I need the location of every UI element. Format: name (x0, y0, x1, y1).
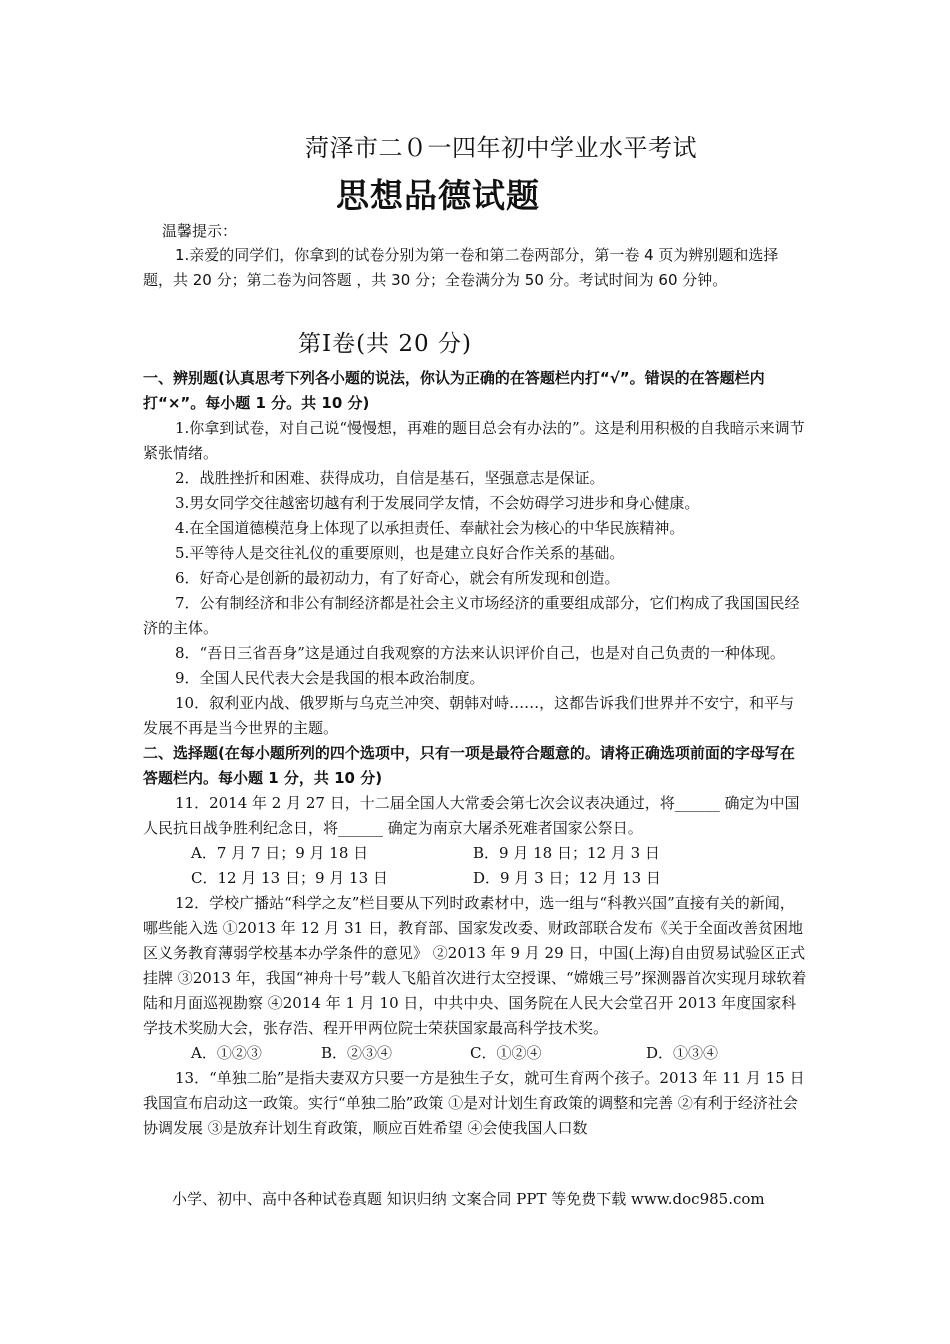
exam-content (143, 366, 808, 1141)
option-b: B．9 月 18 日；12 月 3 日 (473, 844, 660, 862)
question-item: 8．“吾日三省吾身”这是通过自我观察的方法来认识评价自己，也是对自己负责的一种体现。 (175, 644, 785, 662)
tips-heading: 温馨提示： (162, 222, 238, 240)
volume-title: 第Ⅰ卷(共 20 分) (298, 331, 472, 357)
option-d: D．9 月 3 日；12 月 13 日 (473, 869, 661, 887)
question-12-stem: 12．学校广播站“科学之友”栏目要从下列时政素材中，选一组与“科教兴国”直接有关的新闻，哪些能入选 ①2013 年 12 月 31 日，教育部、国家发改委、财政部联合发布《关于全面改善贫困地区义务教育薄弱学校基本办学条件的意见》 ②2013 年 9 月 29 日，中国(上海)自由贸易试验区正式挂牌 ③2013 年，我国“神舟十号”载人飞船首次进行太空授课、“嫦娥三号”探测器首次实现月球软着陆和月面巡视勘察 ④2014 年 1 月 10 日，中共中央、国务院在人民大会堂召开 2013 年度国家科学技术奖励大会，张存浩、程开甲两位院士荣获国家最高科学技术奖。 (143, 894, 807, 1037)
option-a: A．①②③ (191, 1044, 262, 1062)
question-item: 2．战胜挫折和困难、获得成功，自信是基石，坚强意志是保证。 (175, 469, 605, 487)
option-b: B．②③④ (321, 1044, 393, 1062)
subject-title: 思想品德试题 (336, 176, 540, 215)
option-a: A．7 月 7 日；9 月 18 日 (191, 844, 369, 862)
tips-text: 1.亲爱的同学们，你拿到的试卷分别为第一卷和第二卷两部分，第一卷 4 页为辨别题和选择题，共 20 分；第二卷为问答题 ，共 30 分；全卷满分为 50 分。考试时间为 60 分钟。 (143, 246, 779, 289)
question-item: 10．叙利亚内战、俄罗斯与乌克兰冲突、朝韩对峙……，这都告诉我们世界并不安宁，和平与发展不再是当今世界的主题。 (143, 694, 795, 737)
question-11-options-row1 (143, 841, 808, 866)
question-item: 6．好奇心是创新的最初动力，有了好奇心，就会有所发现和创造。 (175, 569, 620, 587)
section1-heading: 一、辨别题(认真思考下列各小题的说法，你认为正确的在答题栏内打“√”。错误的在答题栏内打“×”。每小题 1 分。共 10 分) (143, 369, 765, 412)
question-11-stem: 11．2014 年 2 月 27 日，十二届全国人大常委会第七次会议表决通过，将______ 确定为中国人民抗日战争胜利纪念日，将______ 确定为南京大屠杀死难者国家公祭日。 (143, 794, 800, 837)
question-item: 5.平等待人是交往礼仪的重要原则，也是建立良好合作关系的基础。 (175, 544, 625, 562)
question-item: 4.在全国道德模范身上体现了以承担责任、奉献社会为核心的中华民族精神。 (175, 519, 685, 537)
footer-text: 小学、初中、高中各种试卷真题 知识归纳 文案合同 PPT 等免费下载 www.doc985.com (172, 1190, 765, 1208)
question-13-stem: 13．“单独二胎”是指夫妻双方只要一方是独生子女，就可生育两个孩子。2013 年 11 月 15 日我国宣布启动这一政策。实行“单独二胎”政策 ①是对计划生育政策的调整和完善 ②有利于经济社会协调发展 ③是放弃计划生育政策，顺应百姓希望 ④会使我国人口数 (143, 1069, 805, 1137)
section2-heading: 二、选择题(在每小题所列的四个选项中，只有一项是最符合题意的。请将正确选项前面的字母写在答题栏内。每小题 1 分，共 10 分) (143, 744, 795, 787)
question-item: 1.你拿到试卷，对自己说“慢慢想，再难的题目总会有办法的”。这是利用积极的自我暗示来调节紧张情绪。 (143, 419, 805, 462)
question-11-options-row2 (143, 866, 808, 891)
option-c: C．①②④ (470, 1044, 542, 1062)
question-item: 9．全国人民代表大会是我国的根本政治制度。 (175, 669, 485, 687)
option-c: C．12 月 13 日；9 月 13 日 (191, 869, 388, 887)
question-item: 7．公有制经济和非公有制经济都是社会主义市场经济的重要组成部分，它们构成了我国国民经济的主体。 (143, 594, 800, 637)
question-12-options (143, 1041, 808, 1066)
exam-title: 菏泽市二０一四年初中学业水平考试 (305, 134, 697, 162)
question-item: 3.男女同学交往越密切越有利于发展同学友情，不会妨碍学习进步和身心健康。 (175, 494, 700, 512)
option-d: D．①③④ (646, 1044, 719, 1062)
